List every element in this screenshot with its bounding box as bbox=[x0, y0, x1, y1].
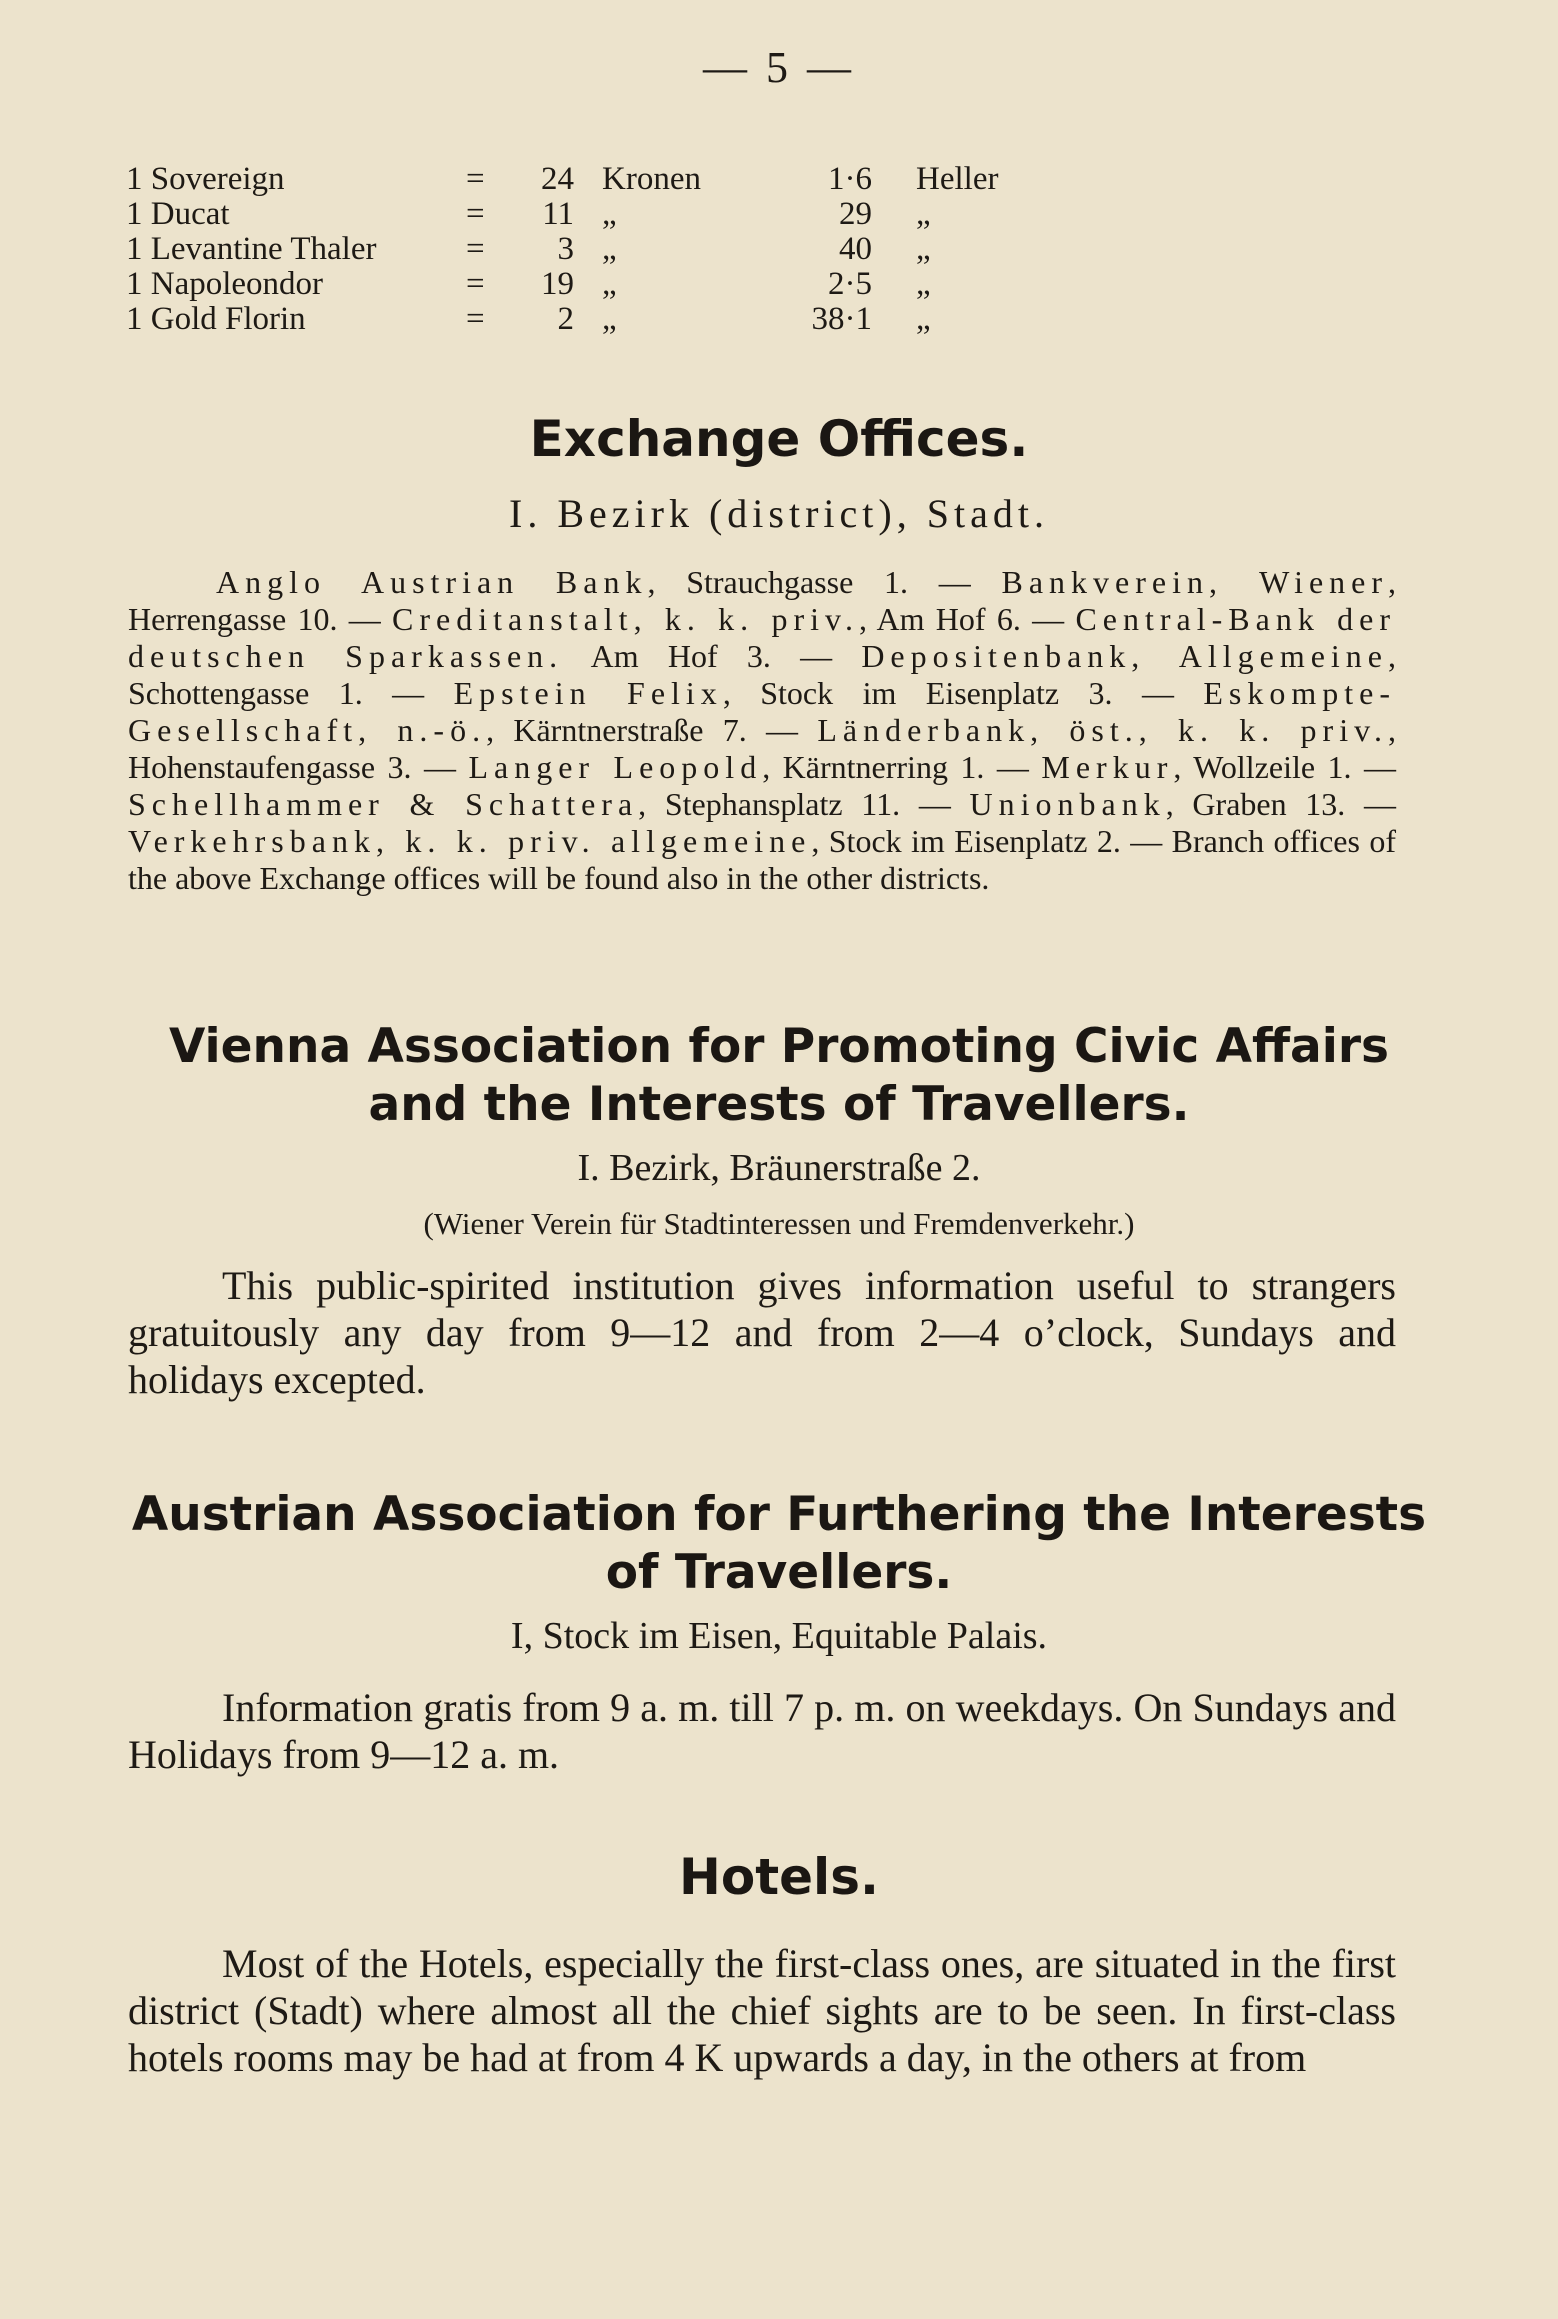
rate-heller-unit: „ bbox=[916, 266, 931, 302]
office-name: Creditanstalt, k. k. priv. bbox=[392, 601, 859, 637]
rate-heller-unit: Heller bbox=[916, 161, 999, 197]
rate-heller-value: 1·6 bbox=[828, 161, 872, 197]
office-address: , Stephansplatz 11. — bbox=[638, 786, 970, 822]
office-address: , Schottengasse 1. — bbox=[128, 638, 1397, 711]
rate-kronen-value: 3 bbox=[557, 231, 574, 267]
office-name: Unionbank bbox=[969, 786, 1166, 822]
office-name: Verkehrsbank, k. k. priv. allgemeine bbox=[128, 823, 812, 859]
rate-kronen-unit: „ bbox=[602, 196, 617, 232]
office-address: , Kärntnerstraße 7. — bbox=[486, 712, 818, 748]
rate-currency: 1 Sovereign bbox=[126, 161, 285, 197]
rate-equals: = bbox=[466, 266, 485, 302]
hotels-title: Hotels. bbox=[679, 1848, 879, 1906]
rate-currency: 1 Napoleondor bbox=[126, 266, 324, 302]
page-number: — 5 — bbox=[703, 43, 855, 92]
rate-heller-value: 29 bbox=[839, 196, 872, 232]
rate-kronen-value: 2 bbox=[557, 301, 574, 337]
hotels-text: Most of the Hotels, especially the first-class ones, are situated in the first district (Stadt) where almost all the chief sights are to be seen. In first-class hotels rooms may be had at from 4 K upwards a day, in the others at from bbox=[128, 1941, 1396, 2080]
vienna-association-text: This public-spirited institution gives information useful to strangers gratuitously any day from 9—12 and from 2—4 o’clock, Sundays and holidays excepted. bbox=[128, 1263, 1396, 1402]
exchange-offices-district: I. Bezirk (district), Stadt. bbox=[509, 491, 1049, 536]
rate-currency: 1 Ducat bbox=[126, 196, 230, 232]
rate-equals: = bbox=[466, 301, 485, 337]
office-address: Am Hof 3. — bbox=[563, 638, 862, 674]
rate-kronen-unit: Kronen bbox=[602, 161, 701, 197]
vienna-association-title-line1: Vienna Association for Promoting Civic Affairs bbox=[168, 1019, 1390, 1074]
rate-heller-value: 2·5 bbox=[828, 266, 872, 302]
vienna-association-address: I. Bezirk, Bräunerstraße 2. bbox=[577, 1147, 981, 1189]
rate-kronen-unit: „ bbox=[602, 301, 617, 337]
office-name: Depositenbank, Allgemeine bbox=[861, 638, 1389, 674]
branch-offices-note: Branch offices of the above Exchange offices will be found also in the other districts. bbox=[128, 823, 1397, 896]
vienna-association-title-line2: and the Interests of Travellers. bbox=[368, 1077, 1190, 1132]
office-address: , Herrengasse 10. — bbox=[128, 564, 1397, 637]
rate-equals: = bbox=[466, 231, 485, 267]
office-address: , Hohenstaufengasse 3. — bbox=[128, 712, 1397, 785]
office-name: Anglo Austrian Bank bbox=[216, 564, 648, 600]
exchange-offices-list bbox=[128, 564, 1396, 897]
vienna-association-title bbox=[0, 1018, 1558, 1134]
office-name: Merkur bbox=[1041, 749, 1174, 785]
austrian-association-title-line1: Austrian Association for Furthering the Interests bbox=[131, 1487, 1427, 1542]
office-name: Bankverein, Wiener bbox=[1001, 564, 1389, 600]
office-address: , Strauchgasse 1. — bbox=[647, 564, 1002, 600]
office-address: , Graben 13. — bbox=[1165, 786, 1397, 822]
rate-kronen-value: 19 bbox=[541, 266, 574, 302]
rate-equals: = bbox=[466, 196, 485, 232]
rate-currency: 1 Gold Florin bbox=[126, 301, 306, 337]
rate-heller-value: 40 bbox=[839, 231, 872, 267]
office-name: Schellhammer & Schattera bbox=[128, 786, 639, 822]
rate-kronen-unit: „ bbox=[602, 231, 617, 267]
rate-kronen-unit: „ bbox=[602, 266, 617, 302]
office-name: Eskompte-Gesellschaft, n.-ö. bbox=[128, 675, 1397, 748]
office-address: , Am Hof 6. — bbox=[858, 601, 1076, 637]
rate-kronen-value: 24 bbox=[541, 161, 574, 197]
austrian-association-text: Information gratis from 9 a. m. till 7 p. m. on weekdays. On Sundays and Holidays from 9—12 a. m. bbox=[128, 1685, 1396, 1777]
office-name: Epstein Felix bbox=[453, 675, 723, 711]
office-name: Länderbank, öst., k. k. priv. bbox=[817, 712, 1389, 748]
office-address: , Stock im Eisenplatz 3. — bbox=[722, 675, 1204, 711]
rate-heller-unit: „ bbox=[916, 196, 931, 232]
office-address: , Kärntnerring 1. — bbox=[762, 749, 1042, 785]
office-name: Langer Leopold bbox=[468, 749, 763, 785]
rate-heller-unit: „ bbox=[916, 231, 931, 267]
office-name: Central-Bank der deutschen Sparkassen. bbox=[128, 601, 1397, 674]
rate-kronen-value: 11 bbox=[542, 196, 574, 232]
rate-heller-unit: „ bbox=[916, 301, 931, 337]
rate-equals: = bbox=[466, 161, 485, 197]
office-address: , Stock im Eisenplatz 2. — bbox=[811, 823, 1172, 859]
exchange-offices-title: Exchange Offices. bbox=[529, 410, 1029, 468]
vienna-association-german-name: (Wiener Verein für Stadtinteressen und Fremdenverkehr.) bbox=[423, 1206, 1135, 1241]
office-address: , Wollzeile 1. — bbox=[1173, 749, 1397, 785]
rate-currency: 1 Levantine Thaler bbox=[126, 231, 377, 267]
rate-heller-value: 38·1 bbox=[811, 301, 872, 337]
austrian-association-address: I, Stock im Eisen, Equitable Palais. bbox=[510, 1615, 1048, 1657]
austrian-association-title-line2: of Travellers. bbox=[605, 1545, 953, 1600]
austrian-association-title bbox=[0, 1486, 1558, 1602]
